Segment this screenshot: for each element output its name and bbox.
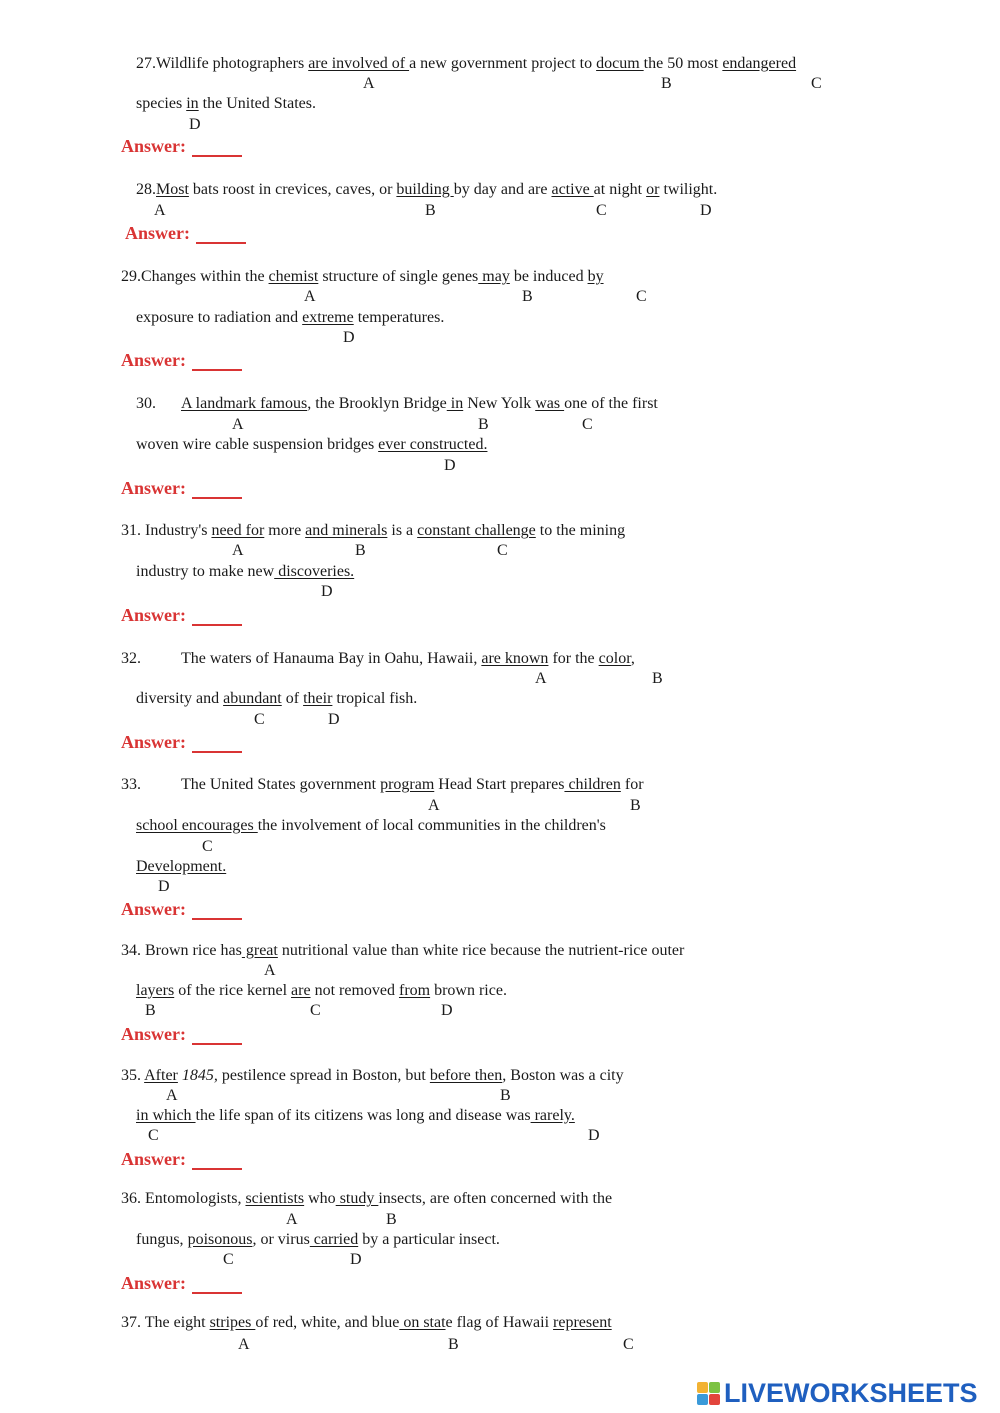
q31-letter-a: A [232, 542, 244, 559]
q34-letter-b: B [145, 1002, 156, 1019]
q30-letter-d: D [444, 457, 456, 474]
answer-blank[interactable] [192, 1150, 242, 1170]
q28-letter-c: C [596, 202, 607, 219]
q37-letter-b: B [448, 1336, 459, 1353]
q31-line1: 31. Industry's need for more and minerals is a constant challenge to the mining [121, 522, 626, 539]
q29-letter-c: C [636, 288, 647, 305]
q36-letter-a: A [286, 1211, 298, 1228]
q27-line2: species in the United States. [136, 95, 316, 112]
q27-letter-c: C [811, 75, 822, 92]
q35-letter-a: A [166, 1087, 178, 1104]
q33-line2: school encourages the involvement of local communities in the children's [136, 817, 606, 834]
q31-letter-c: C [497, 542, 508, 559]
q34-line2: layers of the rice kernel are not removed from brown rice. [136, 982, 507, 999]
q33-letter-d: D [158, 878, 170, 895]
q29-letter-b: B [522, 288, 533, 305]
answer-blank[interactable] [192, 900, 242, 920]
q34-line1: 34. Brown rice has great nutritional value than white rice because the nutrient-rice outer [121, 942, 685, 959]
q29-letter-a: A [304, 288, 316, 305]
q29-line1: 29.Changes within the chemist structure of single genes may be induced by [121, 268, 604, 285]
q36-letter-b: B [386, 1211, 397, 1228]
q32-letter-c: C [254, 711, 265, 728]
q28-answer[interactable]: Answer: [125, 222, 246, 244]
answer-blank[interactable] [192, 137, 242, 157]
q33-letter-a: A [428, 797, 440, 814]
q27-letter-b: B [661, 75, 672, 92]
q30-letter-a: A [232, 416, 244, 433]
q32-letter-a: A [535, 670, 547, 687]
q27-answer[interactable]: Answer: [121, 135, 242, 157]
q35-line2: in which the life span of its citizens was long and disease was rarely. [136, 1107, 575, 1124]
logo-text: LIVEWORKSHEETS [724, 1378, 978, 1408]
liveworksheets-grid-icon [697, 1382, 720, 1405]
liveworksheets-logo[interactable] [697, 1378, 978, 1408]
q30-line2: woven wire cable suspension bridges ever constructed. [136, 436, 488, 453]
q37-letter-c: C [623, 1336, 634, 1353]
q29-answer[interactable]: Answer: [121, 349, 242, 371]
q30-letter-b: B [478, 416, 489, 433]
q29-line2: exposure to radiation and extreme temperatures. [136, 309, 445, 326]
q36-line2: fungus, poisonous, or virus carried by a particular insect. [136, 1231, 500, 1248]
q31-letter-b: B [355, 542, 366, 559]
q27-letter-a: A [363, 75, 375, 92]
q33-letter-b: B [630, 797, 641, 814]
q31-line2: industry to make new discoveries. [136, 563, 355, 580]
answer-blank[interactable] [192, 733, 242, 753]
q30-line1: A landmark famous, the Brooklyn Bridge in New Yolk was one of the first [181, 395, 658, 412]
q35-letter-b: B [500, 1087, 511, 1104]
q27-letter-d: D [189, 116, 201, 133]
q34-letter-d: D [441, 1002, 453, 1019]
q29-letter-d: D [343, 329, 355, 346]
q32-number: 32. [121, 650, 141, 667]
q33-line1: The United States government program Head Start prepares children for [181, 776, 644, 793]
q36-line1: 36. Entomologists, scientists who study insects, are often concerned with the [121, 1190, 613, 1207]
answer-blank[interactable] [192, 606, 242, 626]
q34-letter-a: A [264, 962, 276, 979]
answer-blank[interactable] [192, 1025, 242, 1045]
q36-answer[interactable]: Answer: [121, 1272, 242, 1294]
q36-letter-d: D [350, 1251, 362, 1268]
q30-letter-c: C [582, 416, 593, 433]
q32-letter-b: B [652, 670, 663, 687]
q28-letter-a: A [154, 202, 166, 219]
q32-line1: The waters of Hanauma Bay in Oahu, Hawaii, are known for the color, [181, 650, 635, 667]
q32-letter-d: D [328, 711, 340, 728]
q34-answer[interactable]: Answer: [121, 1023, 242, 1045]
q28-letter-d: D [700, 202, 712, 219]
answer-blank[interactable] [192, 351, 242, 371]
q31-letter-d: D [321, 583, 333, 600]
q35-answer[interactable]: Answer: [121, 1148, 242, 1170]
q37-letter-a: A [238, 1336, 250, 1353]
q27-line1: 27.Wildlife photographers are involved of a new government project to docum the 50 most endangered [136, 55, 797, 72]
q30-answer[interactable]: Answer: [121, 477, 242, 499]
q33-number: 33. [121, 776, 141, 793]
q33-letter-c: C [202, 838, 213, 855]
q35-letter-c: C [148, 1127, 159, 1144]
q33-line3: Development. [136, 858, 227, 875]
q28-line1: 28.Most bats roost in crevices, caves, or building by day and are active at night or twilight. [136, 181, 718, 198]
answer-blank[interactable] [192, 479, 242, 499]
q33-answer[interactable]: Answer: [121, 898, 242, 920]
answer-blank[interactable] [192, 1274, 242, 1294]
q30-number: 30. [136, 395, 156, 412]
q35-line1: 35. After 1845, pestilence spread in Boston, but before then, Boston was a city [121, 1067, 624, 1084]
q34-letter-c: C [310, 1002, 321, 1019]
q28-letter-b: B [425, 202, 436, 219]
q32-line2: diversity and abundant of their tropical fish. [136, 690, 418, 707]
q37-line1: 37. The eight stripes of red, white, and blue on state flag of Hawaii represent [121, 1314, 612, 1331]
q35-letter-d: D [588, 1127, 600, 1144]
q31-answer[interactable]: Answer: [121, 604, 242, 626]
answer-blank[interactable] [196, 224, 246, 244]
q36-letter-c: C [223, 1251, 234, 1268]
q32-answer[interactable]: Answer: [121, 731, 242, 753]
